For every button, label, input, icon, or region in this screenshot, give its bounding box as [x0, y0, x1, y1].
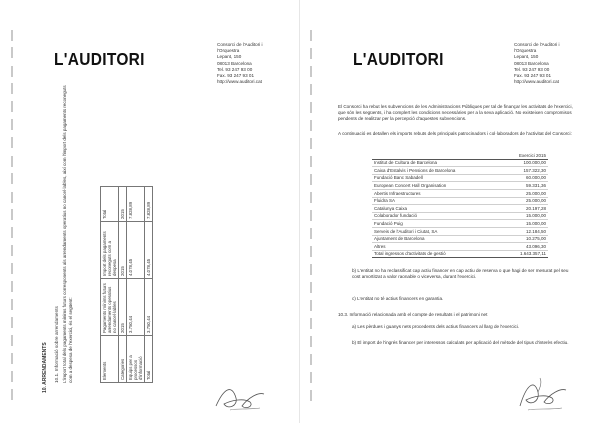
total-value: 1.643.357,11 — [501, 250, 548, 258]
intro-paragraph-2: A continuació es detallen els imports rebuts dels principals patrocinadors i col·laboradors de l'activitat del Consorci: — [338, 131, 572, 136]
sponsor-value: 59.331,36 — [501, 182, 548, 190]
address-line: Lepant, 150 — [217, 54, 242, 60]
sponsor-name: Ajuntament de Barcelona — [372, 235, 501, 243]
address-line: Fax. 93 247 93 01 — [217, 73, 255, 79]
table-row — [372, 220, 548, 228]
lease-paragraph: L'import total dels pagaments mínims futurs corresponents als arrendaments operatius no cancel·lables, així com l'import dels pagaments reconeguts com a despesa de l'exercici, és el següent: — [62, 85, 73, 383]
rotated-lease-section — [42, 73, 152, 393]
table-cell: 4.078,45 — [145, 222, 153, 279]
table-header-blank — [372, 152, 501, 159]
address-line: Tel. 93 247 93 00 — [514, 66, 550, 72]
binder-marks-left — [0, 30, 18, 410]
sponsor-name: Fluidra SA — [372, 197, 501, 205]
signature-left — [210, 380, 270, 416]
sponsor-value: 25.000,00 — [501, 189, 548, 197]
table-row — [372, 167, 548, 175]
address-line: http://www.auditori.cat — [514, 79, 559, 85]
address-line: http://www.auditori.cat — [217, 79, 262, 85]
sponsor-value: 25.000,00 — [501, 197, 548, 205]
sponsors-table — [372, 152, 548, 258]
sponsor-value: 15.000,00 — [501, 212, 548, 220]
table-total-row — [372, 250, 548, 258]
table-cell: 2015 — [119, 279, 127, 336]
table-cell: 3.750,44 — [127, 279, 145, 336]
paragraph-c: c) L'entitat no té actius financers en garantia. — [352, 296, 444, 301]
total-label: Total ingressos d'activitats de gestió — [372, 250, 501, 258]
table-row — [372, 182, 548, 190]
address-line: Tel. 93 247 93 00 — [217, 66, 253, 72]
sponsor-name: Serveis de l'Auditori i Ciutat, SA — [372, 227, 501, 235]
sponsor-name: Institut de Cultura de Barcelona — [372, 159, 501, 167]
address-line: l'Orquestra — [217, 48, 240, 54]
col-header: Import dels pagaments reconeguts com a despesa — [101, 222, 119, 279]
table-header-year: Exercici 2015 — [501, 152, 548, 159]
paragraph-b2: b) El import de l'ingrés financer per interessos calculats per aplicació del mètode del tipus d'interès efectiu. — [352, 340, 569, 345]
sponsor-value: 43.096,30 — [501, 243, 548, 251]
signature-right — [510, 372, 570, 416]
col-header: Elements — [101, 336, 119, 383]
table-row — [372, 227, 548, 235]
address-block — [514, 42, 560, 85]
table-cell: Total — [145, 336, 153, 383]
table-cell: Equips per a processos d'informació — [127, 336, 145, 383]
sponsor-value: 100.000,00 — [501, 159, 548, 167]
address-block — [217, 42, 263, 85]
table-cell: 3.750,44 — [145, 279, 153, 336]
sponsor-value: 20.197,28 — [501, 205, 548, 213]
table-row — [372, 197, 548, 205]
sponsor-name: European Concert Hall Organisation — [372, 182, 501, 190]
table-cell: 7.828,89 — [145, 187, 153, 222]
address-line: Consorci de l'Auditori i — [514, 42, 560, 47]
col-header: Total — [101, 187, 119, 222]
paragraph-a2: a) Les pèrdues i guanys nets procedents dels actius financers al llarg de l'exercici. — [352, 324, 520, 329]
lease-table — [100, 186, 153, 383]
sponsor-name: Fundació Puig — [372, 220, 501, 228]
sponsor-value: 15.000,00 — [501, 220, 548, 228]
section-title: 10. ARRENDAMENTS — [42, 342, 48, 393]
sponsor-name: Abertis Infraestructures — [372, 189, 501, 197]
sponsor-value: 60.000,00 — [501, 174, 548, 182]
table-row — [372, 174, 548, 182]
subsection-title: 10.1. Informació sobre arrendaments — [54, 306, 59, 383]
logo: L'AUDITORI — [54, 50, 145, 70]
sponsor-value: 10.275,00 — [501, 235, 548, 243]
table-row — [372, 189, 548, 197]
address-line: Lepant, 150 — [514, 54, 539, 60]
intro-paragraph: El Consorci ha rebut les subvencions de les Administracions Públiques per tal de finançar les activitats de l'exercici, que són les següents, i ha complert les condicions necessàries per a la seva aplicació. No existeixen compromisos pendents de realitzar per la percepció d'aquestes subvencions. — [338, 104, 573, 121]
table-row — [372, 243, 548, 251]
sponsor-name: Catalunya Caixa — [372, 205, 501, 213]
address-line: Fax. 93 247 93 01 — [514, 73, 552, 79]
table-row — [372, 159, 548, 167]
table-cell: 4.078,45 — [127, 222, 145, 279]
table-row — [372, 212, 548, 220]
table-cell: 2015 — [119, 187, 127, 222]
sponsor-name: Fundació Banc Sabadell — [372, 174, 501, 182]
binder-marks-right — [300, 30, 318, 410]
sponsor-name: Caixa d'Estalvis i Pensions de Barcelona — [372, 167, 501, 175]
address-line: l'Orquestra — [514, 48, 537, 54]
sponsor-value: 12.184,50 — [501, 227, 548, 235]
sponsor-value: 157.322,30 — [501, 167, 548, 175]
address-line: 08013 Barcelona — [514, 60, 549, 66]
table-cell: Categories — [119, 336, 127, 383]
table-row — [372, 235, 548, 243]
table-cell: 2015 — [119, 222, 127, 279]
paragraph-b: b) L'entitat no ha reclassificat cap actiu financer en cap actiu de reserva o que hagi de ser mesurat pel seu cost amortitzat a valor raonable o viceversa, durant l'exercici. — [352, 268, 569, 279]
address-line: 08013 Barcelona — [217, 60, 252, 66]
table-row — [372, 205, 548, 213]
table-cell: 7.828,89 — [127, 187, 145, 222]
address-line: Consorci de l'Auditori i — [217, 42, 263, 47]
col-header: Pagaments mínims futurs arrendaments operatius no cancel·lables — [101, 279, 119, 336]
section-title-10-3: 10.3. Informació relacionada amb el compte de resultats i el patrimoni net — [338, 312, 488, 317]
sponsor-name: Colaborador fundació — [372, 212, 501, 220]
logo: L'AUDITORI — [353, 50, 444, 70]
sponsor-name: Altres — [372, 243, 501, 251]
